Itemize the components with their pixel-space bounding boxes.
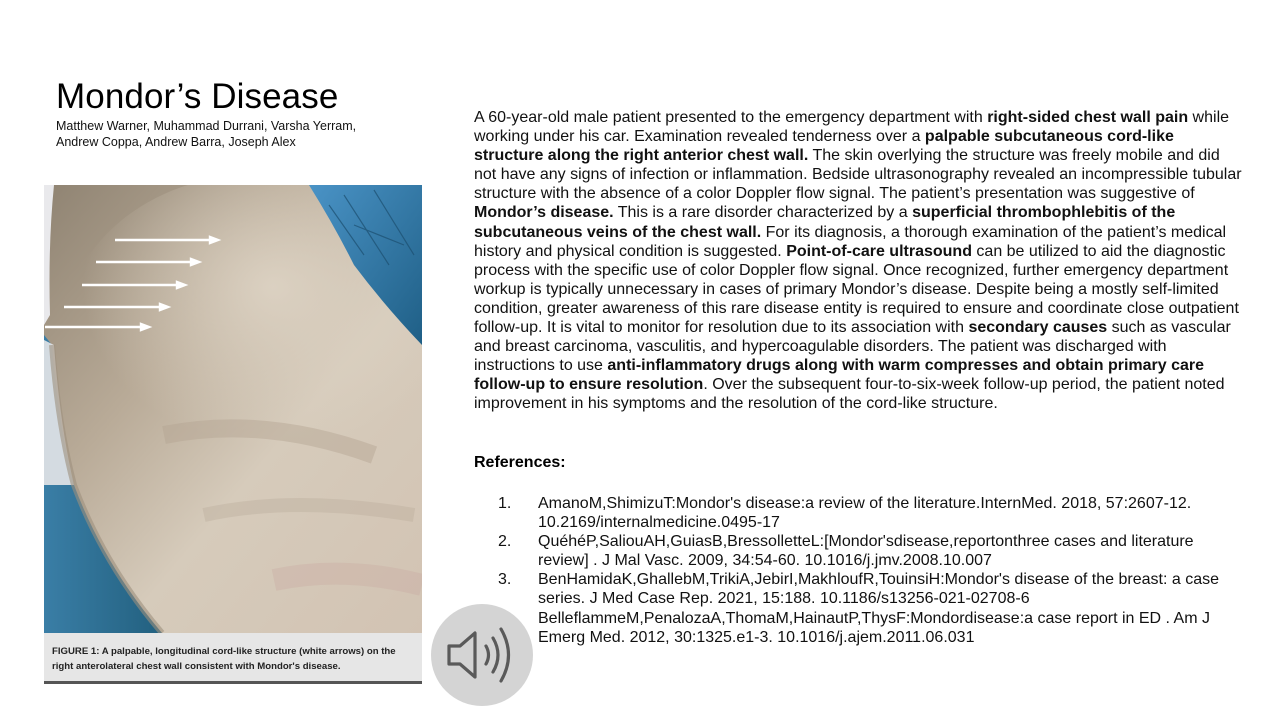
body-segment-bold: Mondor’s disease. <box>474 204 614 222</box>
body-segment-bold: superficial thrombophlebitis of the subcutaneous veins of the chest wall. <box>474 204 1176 241</box>
body-segment: For its diagnosis, a thorough examination of the patient’s medical history and physical condition is suggested. <box>474 223 1227 260</box>
reference-text: BenHamidaK,GhallebM,TrikiA,JebirI,MakhloufR,TouinsiH:Mondor's disease of the breast: a case series. J Med Case Rep. 2021, 15:188. 10.1186/s13256-021-02708-6 BelleflammeM,PenalozaA,ThomaM,HainautP,ThysF:Mondordisease:a case report in ED . Am J Emerg Med. 2012, 30:1325.e1-3. 10.1016/j.ajem.2011.06.031 <box>538 571 1219 646</box>
chest-wall-photo <box>44 185 422 633</box>
reference-number: 2. <box>498 533 512 551</box>
figure-caption: FIGURE 1: A palpable, longitudinal cord-like structure (white arrows) on the right anterolateral chest wall consistent with Mondor's disease. <box>44 633 422 684</box>
body-segment: can be utilized to aid the diagnostic process with the specific use of color Doppler flow signal. Once recognized, further emergency department workup is typically unnecessary in cases of primary Mondor’s disease. Despite being a mostly self-limited condition, greater awareness of this rare disease entity is required to ensure and coordinate close outpatient follow-up. It is vital to monitor for resolution due to its association with <box>474 242 1239 337</box>
figure-1 <box>44 185 422 687</box>
poster-title: Mondor’s Disease <box>56 77 339 116</box>
body-segment: This is a rare disorder characterized by a <box>613 204 913 222</box>
reference-text: AmanoM,ShimizuT:Mondor's disease:a review of the literature.InternMed. 2018, 57:2607-12. 10.2169/internalmedicine.0495-17 <box>538 495 1192 532</box>
references-heading: References: <box>474 454 566 471</box>
reference-number: 1. <box>498 495 512 512</box>
body-segment-bold: Point-of-care ultrasound <box>786 242 972 260</box>
body-segment-bold: anti-inflammatory drugs along with warm compresses and obtain primary care follow-up to ensure resolution <box>474 357 1204 394</box>
references-list <box>474 494 1254 647</box>
body-segment-bold: palpable subcutaneous cord-like structure along the right anterior chest wall. <box>474 128 1174 165</box>
reference-item <box>474 570 1238 646</box>
body-segment-bold: right-sided chest wall pain <box>987 109 1189 126</box>
reference-item <box>474 494 1238 532</box>
reference-number: 3. <box>498 571 512 589</box>
body-segment: such as vascular and breast carcinoma, vasculitis, and hypercoagulable disorders. The patient was discharged with instructions to use <box>474 319 1231 375</box>
body-segment: . Over the subsequent four-to-six-week follow-up period, the patient noted improvement in his symptoms and the resolution of the cord-like structure. <box>474 376 1225 413</box>
audio-play-button[interactable] <box>431 604 533 706</box>
author-list: Matthew Warner, Muhammad Durrani, Varsha Yerram, Andrew Coppa, Andrew Barra, Joseph Alex <box>56 119 357 149</box>
reference-text: QuéhéP,SaliouAH,GuiasB,BressolletteL:[Mondor'sdisease,reportonthree cases and literature review] . J Mal Vasc. 2009, 34:54-60. 10.1016/j.jmv.2008.10.007 <box>538 533 1194 570</box>
body-segment: A 60-year-old male patient presented to the emergency department with <box>474 109 988 126</box>
body-segment-bold: secondary causes <box>968 319 1108 337</box>
case-description <box>474 108 1244 414</box>
reference-item <box>474 532 1238 570</box>
body-segment: while working under his car. Examination revealed tenderness over a <box>474 109 1230 146</box>
speaker-icon <box>431 604 533 706</box>
body-segment: The skin overlying the structure was freely mobile and did not have any signs of infection or inflammation. Bedside ultrasonography revealed an incompressible tubular structure with the absence of a color Doppler flow signal. The patient’s presentation was suggestive of <box>474 147 1242 203</box>
